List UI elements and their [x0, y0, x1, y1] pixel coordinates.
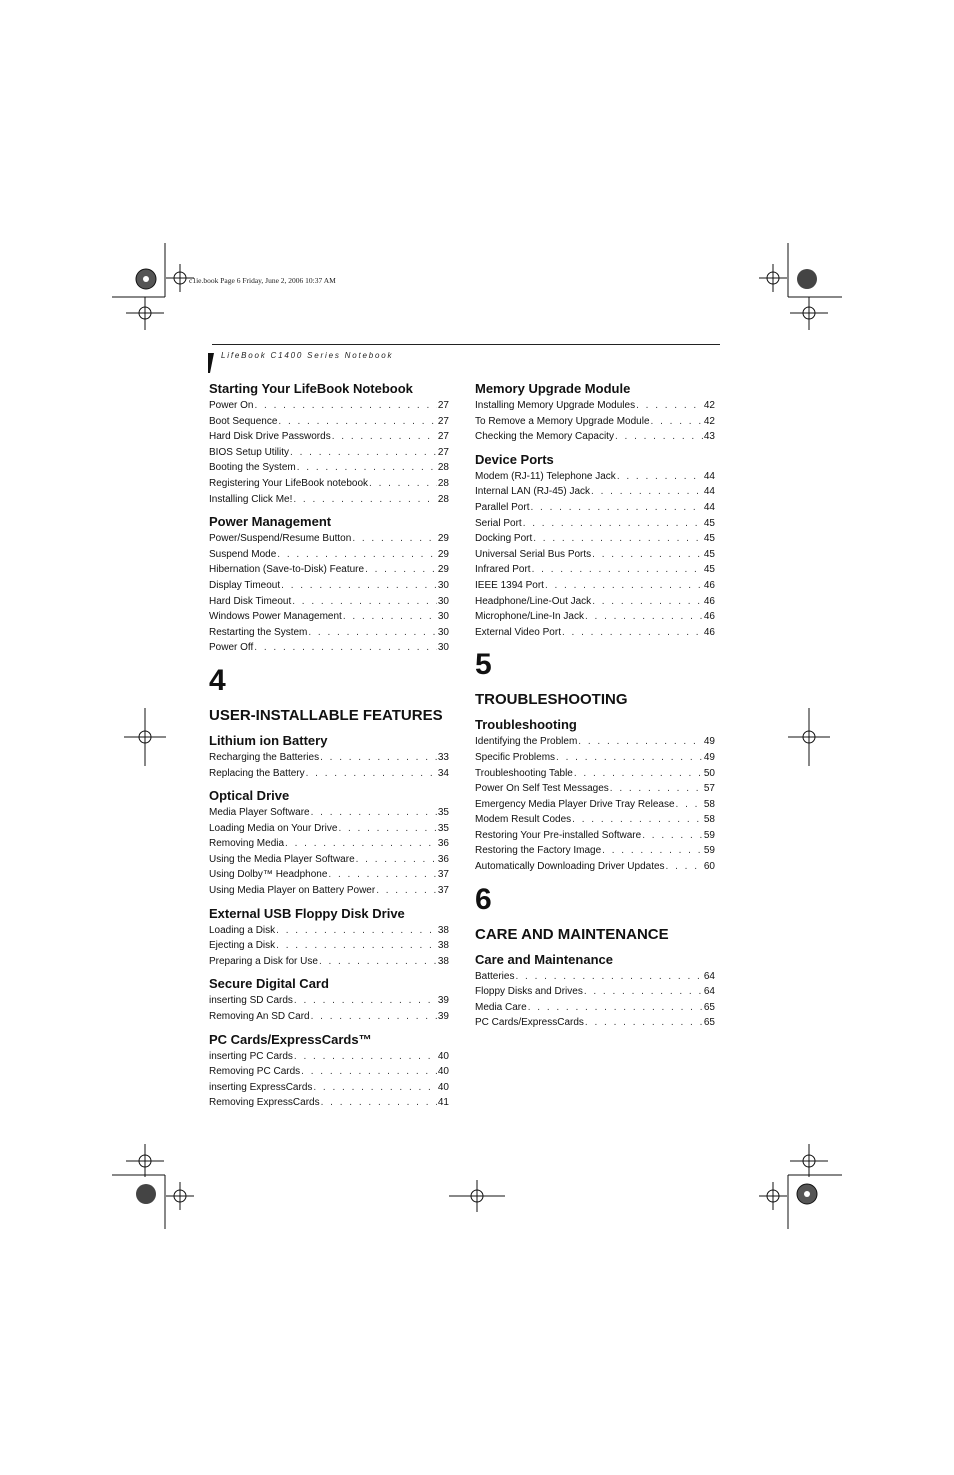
toc-entry-title: Floppy Disks and Drives	[475, 986, 583, 998]
toc-entry-title: BIOS Setup Utility	[209, 446, 290, 458]
chapter-number: 6	[475, 882, 492, 916]
toc-page-number: 49	[703, 736, 715, 748]
section-heading: Device Ports	[475, 451, 554, 467]
toc-entry-title: inserting ExpressCards	[209, 1081, 313, 1093]
toc-page-number: 60	[703, 861, 715, 873]
toc-entry-title: Loading Media on Your Drive	[209, 822, 338, 834]
toc-page-number: 39	[437, 1011, 449, 1023]
toc-page-number: 37	[437, 869, 449, 881]
toc-entry-title: PC Cards/ExpressCards	[475, 1017, 584, 1029]
toc-entry-title: Removing An SD Card	[209, 1011, 310, 1023]
chapter-number: 5	[475, 648, 492, 682]
toc-entry-title: Boot Sequence	[209, 415, 278, 427]
section-heading: Optical Drive	[209, 788, 290, 804]
toc-page-number: 59	[703, 845, 715, 857]
toc-page-number: 35	[437, 807, 449, 819]
toc-page-number: 58	[703, 798, 715, 810]
crop-lines	[112, 243, 842, 1229]
toc-page-number: 65	[703, 1001, 715, 1013]
section-heading: Care and Maintenance	[475, 951, 613, 967]
toc-entry-title: Emergency Media Player Drive Tray Release	[475, 798, 675, 810]
toc-page-number: 58	[703, 814, 715, 826]
toc-entry-title: Restoring the Factory Image	[475, 845, 602, 857]
toc-page-number: 38	[437, 955, 449, 967]
toc-entry-title: Troubleshooting Table	[475, 767, 573, 779]
toc-entry-title: Display Timeout	[209, 579, 281, 591]
toc-entry-title: Restoring Your Pre-installed Software	[475, 829, 642, 841]
toc-entry-title: Automatically Downloading Driver Updates	[475, 861, 665, 873]
toc-entry-title: Universal Serial Bus Ports	[475, 548, 592, 560]
section-heading: Starting Your LifeBook Notebook	[209, 381, 413, 396]
toc-page-number: 38	[437, 924, 449, 936]
toc-page-number: 49	[703, 751, 715, 763]
toc-page-number: 45	[703, 517, 715, 529]
toc-page-number: 36	[437, 853, 449, 865]
toc-entry-title: Media Player Software	[209, 807, 310, 819]
toc-page-number: 38	[437, 940, 449, 952]
toc-entry-title: Restarting the System	[209, 626, 308, 638]
toc-entry-title: Docking Port	[475, 533, 533, 545]
chapter-number: 4	[209, 663, 226, 697]
toc-entry-title: Checking the Memory Capacity	[475, 431, 614, 443]
toc-entry-title: Using the Media Player Software	[209, 853, 355, 865]
toc-entry-title: Removing Media	[209, 838, 285, 850]
toc-page-number: 30	[437, 595, 449, 607]
toc-entry-title: Power On	[209, 400, 254, 411]
toc-entry-title: Power On Self Test Messages	[475, 783, 609, 795]
toc-entry-title: Recharging the Batteries	[209, 751, 320, 763]
toc-page-number: 29	[437, 548, 449, 560]
section-heading: Troubleshooting	[475, 717, 577, 733]
toc-page-number: 40	[437, 1081, 449, 1093]
toc-entry-title: Batteries	[475, 970, 515, 982]
toc-entry-title: Hibernation (Save-to-Disk) Feature	[209, 564, 365, 576]
toc-entry-title: Hard Disk Timeout	[209, 595, 292, 607]
toc-entry-title: Registering Your LifeBook notebook	[209, 477, 369, 489]
toc-entry-title: Using Dolby™ Headphone	[209, 869, 328, 881]
toc-entry-title: Modem Result Codes	[475, 814, 572, 826]
toc-page-number: 46	[703, 611, 715, 623]
toc-entry-title: Headphone/Line-Out Jack	[475, 595, 592, 607]
registration-targets	[136, 269, 817, 1204]
toc-page-number: 59	[703, 829, 715, 841]
toc-entry-title: Installing Click Me!	[209, 493, 293, 505]
toc-page-number: 46	[703, 626, 715, 638]
printer-slug: c1ie.book Page 6 Friday, June 2, 2006 10:37 AM	[189, 276, 336, 285]
toc-page-number: 44	[703, 470, 715, 482]
toc-entry-title: Power/Suspend/Resume Button	[209, 533, 352, 545]
toc-page-number: 57	[703, 783, 715, 795]
toc-entry-title: inserting PC Cards	[209, 1050, 293, 1062]
toc-page-number: 45	[703, 533, 715, 545]
toc-page-number: 46	[703, 595, 715, 607]
chapter-title: CARE AND MAINTENANCE	[475, 925, 669, 943]
toc-page-number: 42	[703, 400, 715, 411]
toc-page-number: 40	[437, 1050, 449, 1062]
toc-entry-title: Removing ExpressCards	[209, 1097, 320, 1109]
toc-entry-title: External Video Port	[475, 626, 561, 638]
chapter-title: TROUBLESHOOTING	[475, 691, 628, 709]
toc-page-number: 44	[703, 501, 715, 513]
toc-page-number: 28	[437, 493, 449, 505]
toc-page-number: 30	[437, 642, 449, 654]
section-heading: Power Management	[209, 514, 332, 530]
toc-entry-title: Hard Disk Drive Passwords	[209, 431, 331, 443]
toc-entry-title: Identifying the Problem	[475, 736, 578, 748]
toc-entry-title: Using Media Player on Battery Power	[209, 885, 376, 897]
toc-entry-title: Microphone/Line-In Jack	[475, 611, 584, 623]
toc-page-number: 30	[437, 626, 449, 638]
toc-entry-title: IEEE 1394 Port	[475, 579, 544, 591]
toc-entry-title: Modem (RJ-11) Telephone Jack	[475, 470, 616, 482]
toc-entry-title: Booting the System	[209, 462, 296, 474]
toc-entry-title: Infrared Port	[475, 564, 531, 576]
section-heading: PC Cards/ExpressCards™	[209, 1031, 372, 1047]
toc-entry-title: To Remove a Memory Upgrade Module	[475, 415, 650, 427]
toc-entry-title: Internal LAN (RJ-45) Jack	[475, 486, 591, 498]
toc-page-number: 50	[703, 767, 715, 779]
toc-page-number: 36	[437, 838, 449, 850]
toc-page-number: 64	[703, 970, 715, 982]
toc-page-number: 30	[437, 611, 449, 623]
toc-page-number: 41	[437, 1097, 449, 1109]
toc-page-number: 28	[437, 477, 449, 489]
toc-entry-title: Windows Power Management	[209, 611, 342, 623]
toc-page-number: 45	[703, 564, 715, 576]
toc-page-number: 27	[437, 446, 449, 458]
section-heading: External USB Floppy Disk Drive	[209, 905, 405, 921]
toc-page-number: 45	[703, 548, 715, 560]
toc-entry-title: Loading a Disk	[209, 924, 276, 936]
toc-page-number: 42	[703, 415, 715, 427]
toc-page-number: 30	[437, 579, 449, 591]
toc-page-number: 35	[437, 822, 449, 834]
toc-entry-title: Serial Port	[475, 517, 522, 529]
toc-entry-title: Installing Memory Upgrade Modules	[475, 400, 636, 411]
toc-entry-title: Power Off	[209, 642, 254, 654]
chapter-title: USER-INSTALLABLE FEATURES	[209, 706, 443, 724]
toc-page-number: 27	[437, 431, 449, 443]
toc-page-number: 29	[437, 564, 449, 576]
toc-page-number: 33	[437, 751, 449, 763]
section-heading: Secure Digital Card	[209, 976, 329, 992]
toc-entry-title: Suspend Mode	[209, 548, 277, 560]
toc-page-number: 39	[437, 995, 449, 1007]
running-head: LifeBook C1400 Series Notebook	[221, 351, 394, 360]
toc-entry-title: Replacing the Battery	[209, 767, 305, 779]
toc-entry-title: Removing PC Cards	[209, 1066, 301, 1078]
toc-entry-title: Specific Problems	[475, 751, 556, 763]
toc-page-number: 43	[703, 431, 715, 443]
toc-entry-title: Media Care	[475, 1001, 527, 1013]
toc-entry-title: Preparing a Disk for Use	[209, 955, 318, 967]
toc-page-number: 34	[437, 767, 449, 779]
toc-page-number: 64	[703, 986, 715, 998]
toc-page-number: 65	[703, 1017, 715, 1029]
toc-page-number: 44	[703, 486, 715, 498]
toc-entry-title: Parallel Port	[475, 501, 530, 513]
toc-page-number: 27	[437, 400, 449, 411]
toc-page-number: 28	[437, 462, 449, 474]
toc-entry-title: inserting SD Cards	[209, 995, 293, 1007]
section-heading: Memory Upgrade Module	[475, 381, 631, 396]
toc-page-number: 27	[437, 415, 449, 427]
toc-page-number: 29	[437, 533, 449, 545]
toc-entry-title: Ejecting a Disk	[209, 940, 276, 952]
registration-crosshairs	[124, 264, 830, 1212]
toc-page-number: 46	[703, 579, 715, 591]
toc-page-number: 40	[437, 1066, 449, 1078]
section-heading: Lithium ion Battery	[209, 732, 328, 748]
toc-page-number: 37	[437, 885, 449, 897]
